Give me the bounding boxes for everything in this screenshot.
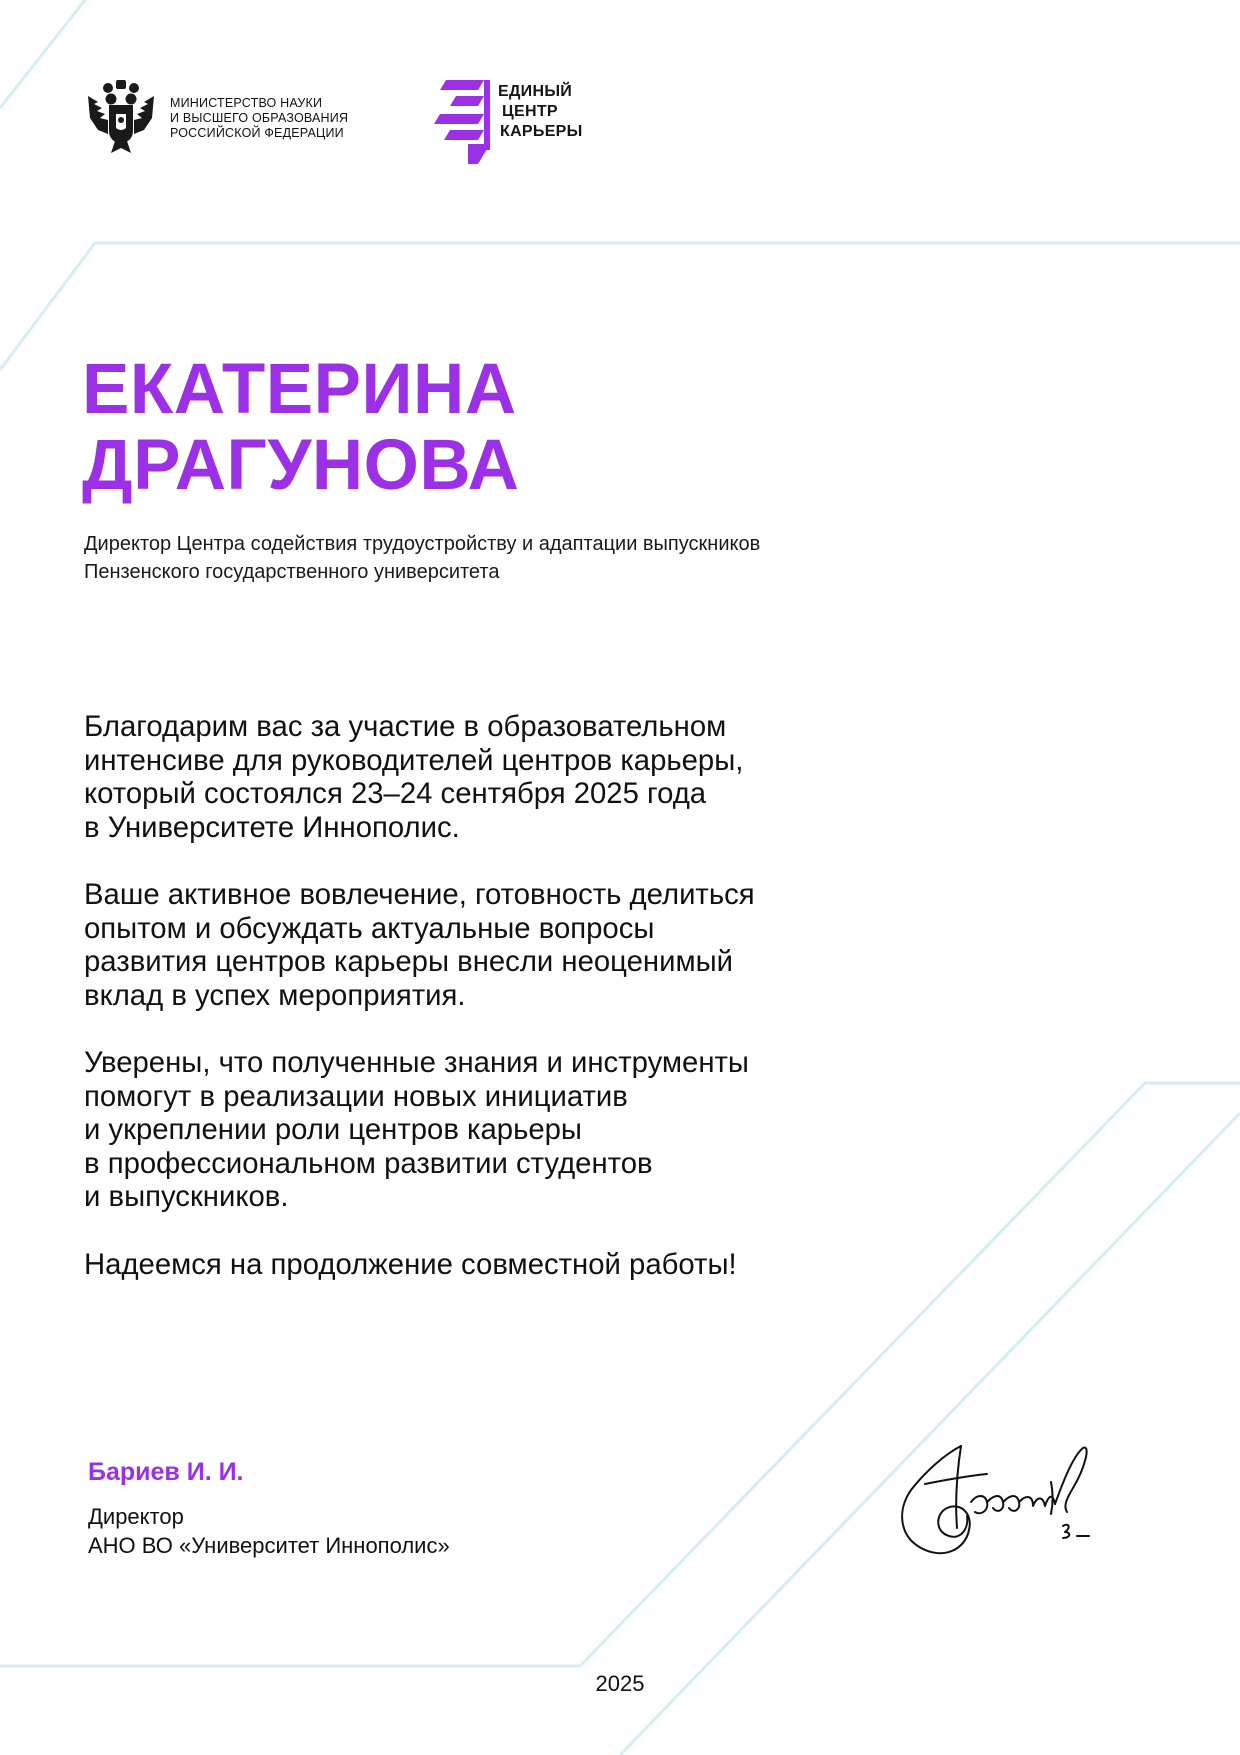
position-line: Директор Центра содействия трудоустройству и адаптации выпускников [84, 533, 761, 555]
ministry-line: МИНИСТЕРСТВО НАУКИ [170, 95, 323, 110]
recipient-position [84, 530, 760, 586]
signer-name: Бариев И. И. [88, 1458, 244, 1486]
message-paragraph [84, 710, 755, 844]
message-paragraph [84, 878, 755, 1012]
message-line: интенсиве для руководителей центров карьеры, [84, 743, 744, 777]
ministry-line: И ВЫСШЕГО ОБРАЗОВАНИЯ [170, 110, 349, 125]
career-center-line: ЦЕНТР [502, 103, 558, 120]
ministry-line: РОССИЙСКОЙ ФЕДЕРАЦИИ [170, 125, 344, 140]
message-line: Уверены, что полученные знания и инструменты [84, 1046, 749, 1079]
career-center-line: КАРЬЕРЫ [500, 123, 583, 140]
message-line: Благодарим вас за участие в образовательном [84, 710, 727, 743]
message-line: вклад в успех мероприятия. [84, 978, 466, 1012]
ministry-name [170, 96, 348, 141]
coat-of-arms-icon [86, 78, 156, 158]
career-center-logo [432, 80, 583, 166]
career-center-name [498, 82, 583, 142]
message-line: развития центров карьеры внесли неоценимый [84, 945, 734, 978]
signer-organization: АНО ВО «Университет Иннополис» [88, 1533, 450, 1558]
message-paragraph [84, 1046, 755, 1214]
message-line: Надеемся на продолжение совместной работы! [84, 1247, 737, 1281]
recipient-name [82, 352, 519, 504]
signer-role [88, 1502, 450, 1560]
message-line: в профессиональном развитии студентов [84, 1146, 653, 1180]
career-center-mark-icon [432, 80, 504, 166]
message-line: опытом и обсуждать актуальные вопросы [84, 911, 655, 945]
message-line: и укреплении роли центров карьеры [84, 1113, 582, 1146]
message-body [84, 710, 755, 1315]
recipient-last-name: ДРАГУНОВА [82, 426, 520, 505]
message-line: помогут в реализации новых инициатив [84, 1079, 628, 1113]
message-line: Ваше активное вовлечение, готовность делиться [84, 878, 755, 911]
message-line: в Университете Иннополис. [84, 810, 460, 844]
message-paragraph [84, 1248, 755, 1282]
ministry-logo [86, 78, 348, 158]
footer-year: 2025 [595, 1671, 645, 1696]
signature-icon [895, 1432, 1105, 1572]
message-line: и выпускников. [84, 1180, 289, 1213]
signer-title: Директор [88, 1504, 184, 1529]
position-line: Пензенского государственного университета [84, 561, 500, 583]
recipient-first-name: ЕКАТЕРИНА [82, 350, 517, 429]
message-line: который состоялся 23–24 сентября 2025 года [84, 777, 707, 810]
career-center-line: ЕДИНЫЙ [498, 83, 573, 100]
